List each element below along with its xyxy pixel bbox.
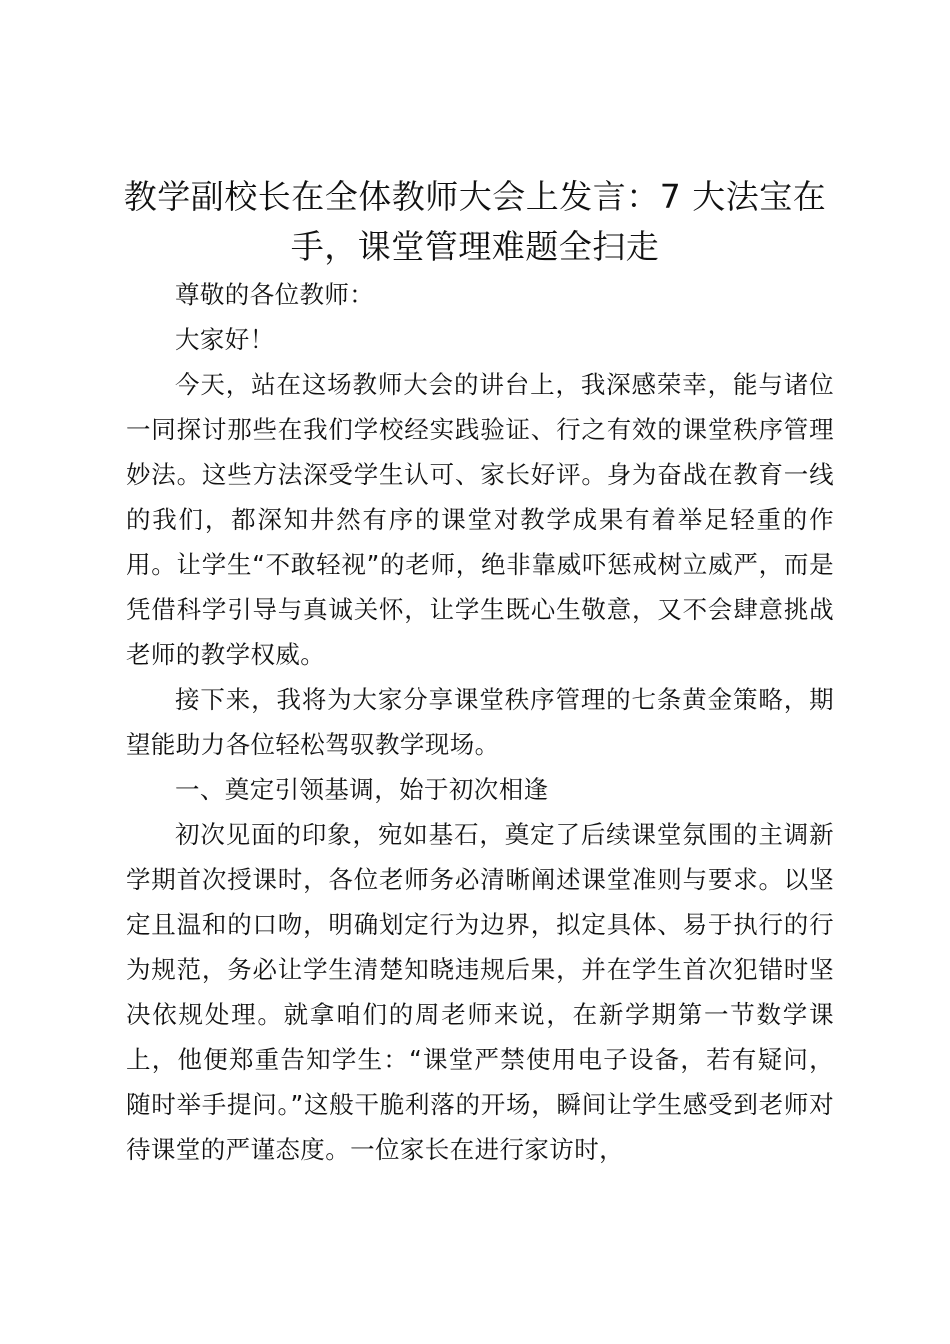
document-body: [126, 272, 834, 1172]
salutation: 尊敬的各位教师：: [175, 280, 375, 309]
section-1-paragraph: 初次见面的印象，宛如基石，奠定了后续课堂氛围的主调新学期首次授课时，各位老师务必清晰阐述课堂准则与要求。以坚定且温和的口吻，明确划定行为边界，拟定具体、易于执行的行为规范，务必让学生清楚知晓违规后果，并在学生首次犯错时坚决依规处理。就拿咱们的周老师来说，在新学期第一节数学课上，他便郑重告知学生：“课堂严禁使用电子设备，若有疑问，随时举手提问。”这般干脆利落的开场，瞬间让学生感受到老师对待课堂的严谨态度。一位家长在进行家访时，: [126, 820, 834, 1164]
section-heading-1: 一、奠定引领基调，始于初次相逢: [175, 775, 549, 804]
transition-paragraph: 接下来，我将为大家分享课堂秩序管理的七条黄金策略，期望能助力各位轻松驾驭教学现场。: [126, 685, 834, 759]
document-title: 教学副校长在全体教师大会上发言：7 大法宝在手，课堂管理难题全扫走: [123, 177, 827, 266]
greeting: 大家好！: [175, 325, 275, 354]
intro-paragraph: 今天，站在这场教师大会的讲台上，我深感荣幸，能与诸位一同探讨那些在我们学校经实践验证、行之有效的课堂秩序管理妙法。这些方法深受学生认可、家长好评。身为奋战在教育一线的我们，都深知井然有序的课堂对教学成果有着举足轻重的作用。让学生“不敢轻视”的老师，绝非靠威吓惩戒树立威严，而是凭借科学引导与真诚关怀，让学生既心生敬意，又不会肆意挑战老师的教学权威。: [126, 370, 834, 669]
